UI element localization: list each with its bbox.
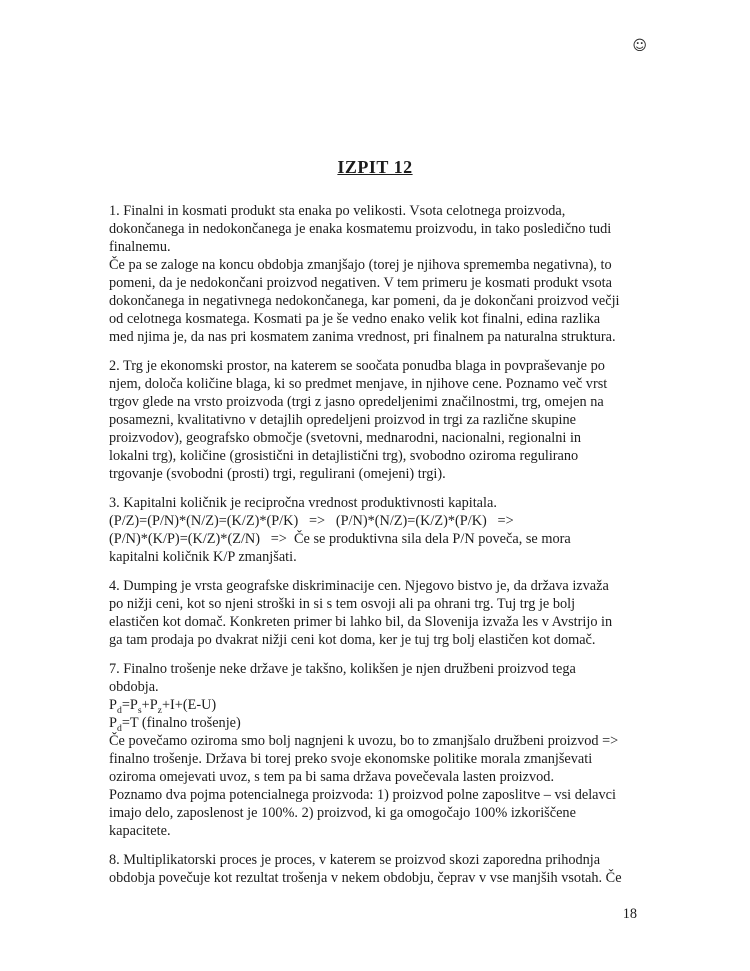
text-line: med njima je, da nas pri kosmatem zanima vrednost, pri finalnem pa naturalna struktura. xyxy=(109,329,616,345)
text-line: 4. Dumping je vrsta geografske diskriminacije cen. Njegovo bistvo je, da država izvaža xyxy=(109,578,609,594)
text-line: Poznamo dva pojma potencialnega proizvoda: 1) proizvod polne zaposlitve – vsi delavci xyxy=(109,787,616,803)
text-line: lokalni trg), količine (grosistični in detajlistični trg), svobodno oziroma regulirano xyxy=(109,448,579,464)
text-line: finalnemu. xyxy=(109,239,171,255)
paragraph xyxy=(109,577,654,649)
paragraph xyxy=(109,494,654,566)
text-line: kapacitete. xyxy=(109,823,171,839)
text-line: kapitalni količnik K/P zmanjšati. xyxy=(109,549,297,565)
text-line: oziroma omejevati uvoz, s tem pa bi sama država povečevala lasten proizvod. xyxy=(109,769,555,785)
text-line: dokončanega in negativnega nedokončanega, kar pomeni, da je dokončani proizvod večji xyxy=(109,293,620,309)
text-line: posamezni, kvalitativno v detajlih opredeljeni proizvod in trgi za različne skupine xyxy=(109,412,577,428)
text-line: proizvodov), geografsko območje (svetovni, mednarodni, nacionalni, regionalni in xyxy=(109,430,582,446)
text-line: 8. Multiplikatorski proces je proces, v katerem se proizvod skozi zaporedna prihodnja xyxy=(109,852,601,868)
document-body xyxy=(109,202,654,887)
text-line: $P_d=T$ (finalno trošenje) xyxy=(109,715,241,734)
text-line: obdobja. xyxy=(109,679,159,695)
text-line: njem, določa količine blaga, ki so predmet menjave, in njihove cene. Poznamo več vrst xyxy=(109,376,608,392)
text-line: Če povečamo oziroma smo bolj nagnjeni k uvozu, bo to zmanjšalo družbeni proizvod => xyxy=(109,733,619,749)
smiley-icon: ☺ xyxy=(632,38,647,54)
paragraph xyxy=(109,851,654,887)
text-line: imajo delo, zaposlenost je 100%. 2) proizvod, ki ga omogočajo 100% izkoriščene xyxy=(109,805,576,821)
paragraph xyxy=(109,357,654,483)
paragraph xyxy=(109,660,654,840)
text-line: (P/Z)=(P/N)*(N/Z)=(K/Z)*(P/K) => (P/N)*(N/Z)=(K/Z)*(P/K) => xyxy=(109,513,514,529)
text-line: finalno trošenje. Država bi torej preko svoje ekonomske politike morala zmanjševati xyxy=(109,751,593,767)
page-number: 18 xyxy=(622,906,637,922)
text-line: po nižji ceni, kot so njeni stroški in si s tem osvoji ali pa ohrani trg. Tuj trg je bolj xyxy=(109,596,576,612)
text-line: od celotnega kosmatega. Kosmati pa je še vedno enako velik kot finalni, edina razlika xyxy=(109,311,601,327)
text-line: 2. Trg je ekonomski prostor, na katerem se soočata ponudba blaga in povpraševanje po xyxy=(109,358,605,374)
text-line: (P/N)*(K/P)=(K/Z)*(Z/N) => Če se produktivna sila dela P/N poveča, se mora xyxy=(109,531,571,547)
text-line: $P_d=P_s+P_z+I+(E-U)$ xyxy=(109,697,217,716)
text-line: elastičen kot domač. Konkreten primer bi lahko bil, da Slovenija izvaža les v Avstrijo in xyxy=(109,614,613,630)
text-line: dokončanega in nedokončanega je enaka kosmatemu proizvodu, in tako posledično tudi xyxy=(109,221,612,237)
text-line: obdobja povečuje kot rezultat trošenja v nekem obdobju, čeprav v vse manjših vsotah. Če xyxy=(109,870,622,886)
text-line: 3. Kapitalni količnik je recipročna vrednost produktivnosti kapitala. xyxy=(109,495,497,511)
text-line: pomeni, da je nedokončani proizvod negativen. V tem primeru je kosmati produkt vsota xyxy=(109,275,612,291)
text-line: ga tam prodaja po dvakrat nižji ceni kot doma, ker je tuj trg bolj elastičen kot domač. xyxy=(109,632,596,648)
text-line: trgovanje (svobodni (prosti) trgi, regulirani (omejeni) trgi). xyxy=(109,466,446,482)
paragraph xyxy=(109,202,654,346)
text-line: Če pa se zaloge na koncu obdobja zmanjšajo (torej je njihova sprememba negativna), to xyxy=(109,257,612,273)
text-line: trgov glede na vrsto proizvoda (trgi z jasno opredeljenimi značilnostmi, trg, omejen na xyxy=(109,394,604,410)
text-line: 1. Finalni in kosmati produkt sta enaka po velikosti. Vsota celotnega proizvoda, xyxy=(109,203,566,219)
text-line: 7. Finalno trošenje neke države je takšno, kolikšen je njen družbeni proizvod tega xyxy=(109,661,576,677)
page-title: IZPIT 12 xyxy=(337,157,413,177)
